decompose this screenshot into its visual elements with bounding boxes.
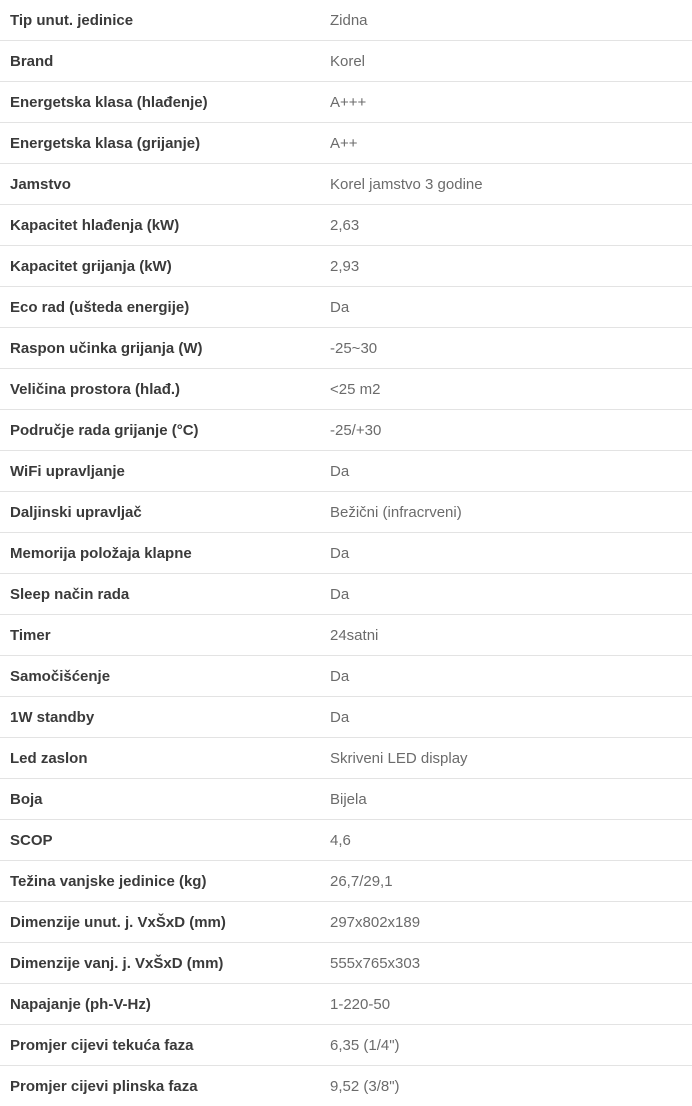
spec-row (0, 451, 692, 492)
spec-label: Memorija položaja klapne (0, 533, 330, 574)
spec-row (0, 123, 692, 164)
spec-row (0, 82, 692, 123)
spec-label: Dimenzije unut. j. VxŠxD (mm) (0, 902, 330, 943)
spec-row (0, 861, 692, 902)
spec-value: 9,52 (3/8") (330, 1066, 692, 1106)
spec-row (0, 656, 692, 697)
spec-label: Napajanje (ph-V-Hz) (0, 984, 330, 1025)
spec-label: Jamstvo (0, 164, 330, 205)
spec-label: Sleep način rada (0, 574, 330, 615)
spec-value: Da (330, 656, 692, 697)
spec-label: Područje rada grijanje (°C) (0, 410, 330, 451)
spec-value: -25~30 (330, 328, 692, 369)
spec-row (0, 820, 692, 861)
spec-label: Promjer cijevi tekuća faza (0, 1025, 330, 1066)
spec-row (0, 0, 692, 41)
spec-row (0, 287, 692, 328)
spec-value: Da (330, 574, 692, 615)
spec-row (0, 697, 692, 738)
spec-value: 1-220-50 (330, 984, 692, 1025)
spec-row (0, 164, 692, 205)
spec-label: Kapacitet hlađenja (kW) (0, 205, 330, 246)
spec-row (0, 984, 692, 1025)
spec-row (0, 779, 692, 820)
spec-row (0, 943, 692, 984)
spec-row (0, 574, 692, 615)
spec-label: Kapacitet grijanja (kW) (0, 246, 330, 287)
spec-value: 2,93 (330, 246, 692, 287)
spec-value: Bijela (330, 779, 692, 820)
spec-label: Raspon učinka grijanja (W) (0, 328, 330, 369)
spec-label: Timer (0, 615, 330, 656)
spec-row (0, 369, 692, 410)
spec-value: A+++ (330, 82, 692, 123)
spec-row (0, 410, 692, 451)
spec-value: Da (330, 697, 692, 738)
spec-value: 2,63 (330, 205, 692, 246)
spec-label: 1W standby (0, 697, 330, 738)
spec-value: 297x802x189 (330, 902, 692, 943)
spec-row (0, 205, 692, 246)
spec-row (0, 41, 692, 82)
spec-row (0, 246, 692, 287)
spec-value: Da (330, 287, 692, 328)
spec-label: Daljinski upravljač (0, 492, 330, 533)
spec-label: SCOP (0, 820, 330, 861)
spec-label: Samočišćenje (0, 656, 330, 697)
spec-label: Energetska klasa (hlađenje) (0, 82, 330, 123)
spec-label: WiFi upravljanje (0, 451, 330, 492)
spec-value: 6,35 (1/4") (330, 1025, 692, 1066)
spec-row (0, 1025, 692, 1066)
spec-label: Težina vanjske jedinice (kg) (0, 861, 330, 902)
spec-value: Skriveni LED display (330, 738, 692, 779)
spec-value: Korel (330, 41, 692, 82)
spec-label: Dimenzije vanj. j. VxŠxD (mm) (0, 943, 330, 984)
spec-value: <25 m2 (330, 369, 692, 410)
spec-value: Da (330, 451, 692, 492)
spec-value: 555x765x303 (330, 943, 692, 984)
spec-row (0, 492, 692, 533)
spec-value: 26,7/29,1 (330, 861, 692, 902)
spec-row (0, 615, 692, 656)
spec-value: 4,6 (330, 820, 692, 861)
spec-value: Bežični (infracrveni) (330, 492, 692, 533)
spec-label: Promjer cijevi plinska faza (0, 1066, 330, 1106)
spec-label: Boja (0, 779, 330, 820)
spec-label: Tip unut. jedinice (0, 0, 330, 41)
spec-value: 24satni (330, 615, 692, 656)
spec-label: Veličina prostora (hlađ.) (0, 369, 330, 410)
spec-value: Zidna (330, 0, 692, 41)
spec-value: Korel jamstvo 3 godine (330, 164, 692, 205)
spec-label: Led zaslon (0, 738, 330, 779)
spec-value: -25/+30 (330, 410, 692, 451)
spec-row (0, 738, 692, 779)
spec-label: Brand (0, 41, 330, 82)
spec-value: A++ (330, 123, 692, 164)
spec-row (0, 533, 692, 574)
spec-value: Da (330, 533, 692, 574)
spec-row (0, 1066, 692, 1106)
spec-row (0, 902, 692, 943)
spec-row (0, 328, 692, 369)
spec-label: Energetska klasa (grijanje) (0, 123, 330, 164)
spec-label: Eco rad (ušteda energije) (0, 287, 330, 328)
